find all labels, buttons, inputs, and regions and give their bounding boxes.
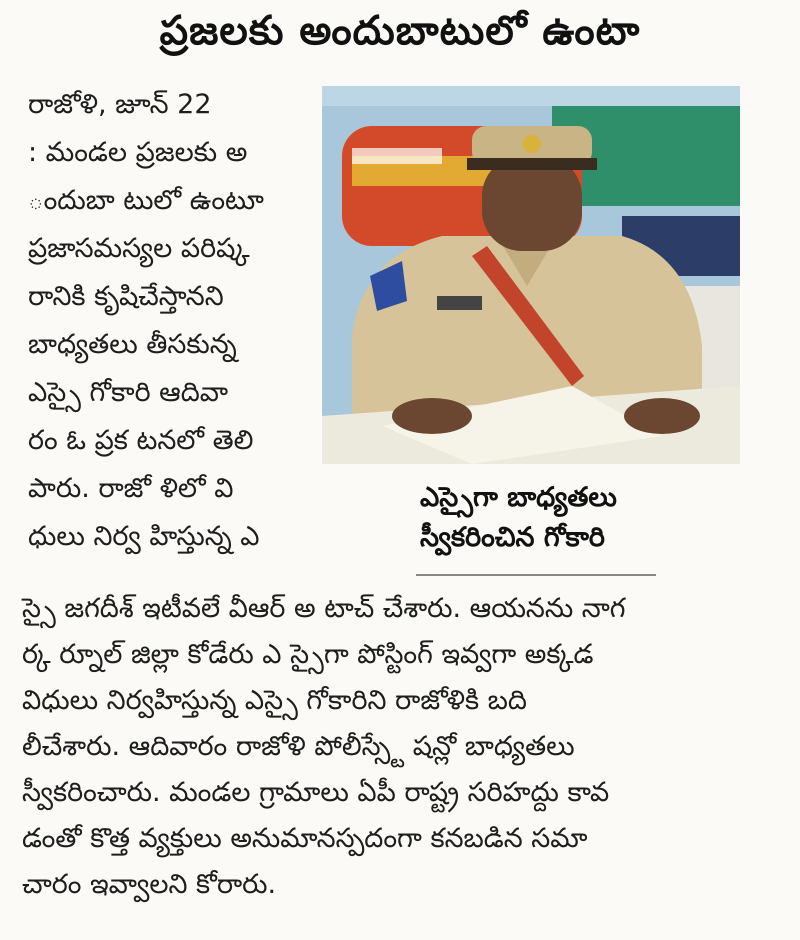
column-line: : మండల ప్రజలకు అ (28, 137, 248, 168)
column-line: రాజోళి, జూన్ 22 (28, 89, 212, 120)
column-line: ప్రజాసమస్యల పరిష్క (28, 233, 250, 264)
body-line: స్వీకరించారు. మండల గ్రామాలు ఏపీ రాష్ట్ర సరిహద్దు కావ (22, 777, 610, 808)
caption-divider (416, 574, 656, 576)
column-line: ందుబా టులో ఉంటూ (28, 185, 264, 216)
column-line: రానికి కృషిచేస్తానని (28, 281, 224, 312)
officer-photo (322, 86, 740, 464)
body-line: ర్క ర్నూల్ జిల్లా కోడేరు ఎ స్సైగా పోస్టింగ్ ఇవ్వగా అక్కడ (22, 639, 594, 670)
caption-line: స్వీకరించిన గోకారి (420, 522, 605, 553)
column-line: బాధ్యతలు తీసకున్న (28, 329, 237, 360)
column-line: పారు. రాజో ళిలో వి (28, 473, 234, 504)
caption-line: ఎస్సైగా బాధ్యతలు (420, 482, 617, 513)
column-line: రం ఓ ప్రక టనలో తెలి (28, 425, 254, 456)
body-line: డంతో కొత్త వ్యక్తులు అనుమానస్పదంగా కనబడిన సమా (22, 823, 588, 854)
column-line: ధులు నిర్వ హిస్తున్న ఎ (28, 521, 260, 552)
headline: ప్రజలకు అందుబాటులో ఉంటా (159, 8, 641, 54)
body-line: విధులు నిర్వహిస్తున్న ఎస్సై గోకారిని రాజోళికి బది (22, 685, 527, 716)
body-line: స్సై జగదీశ్ ఇటీవలే వీఆర్ అ టాచ్ చేశారు. ఆయనను నాగ (22, 593, 626, 624)
body-line: చారం ఇవ్వాలని కోరారు. (22, 869, 277, 900)
body-line: లీచేశారు. ఆదివారం రాజోళి పోలీస్స్టే షన్లో బాధ్యతలు (22, 731, 575, 762)
column-line: ఎస్సై గోకారి ఆదివా (28, 377, 229, 408)
